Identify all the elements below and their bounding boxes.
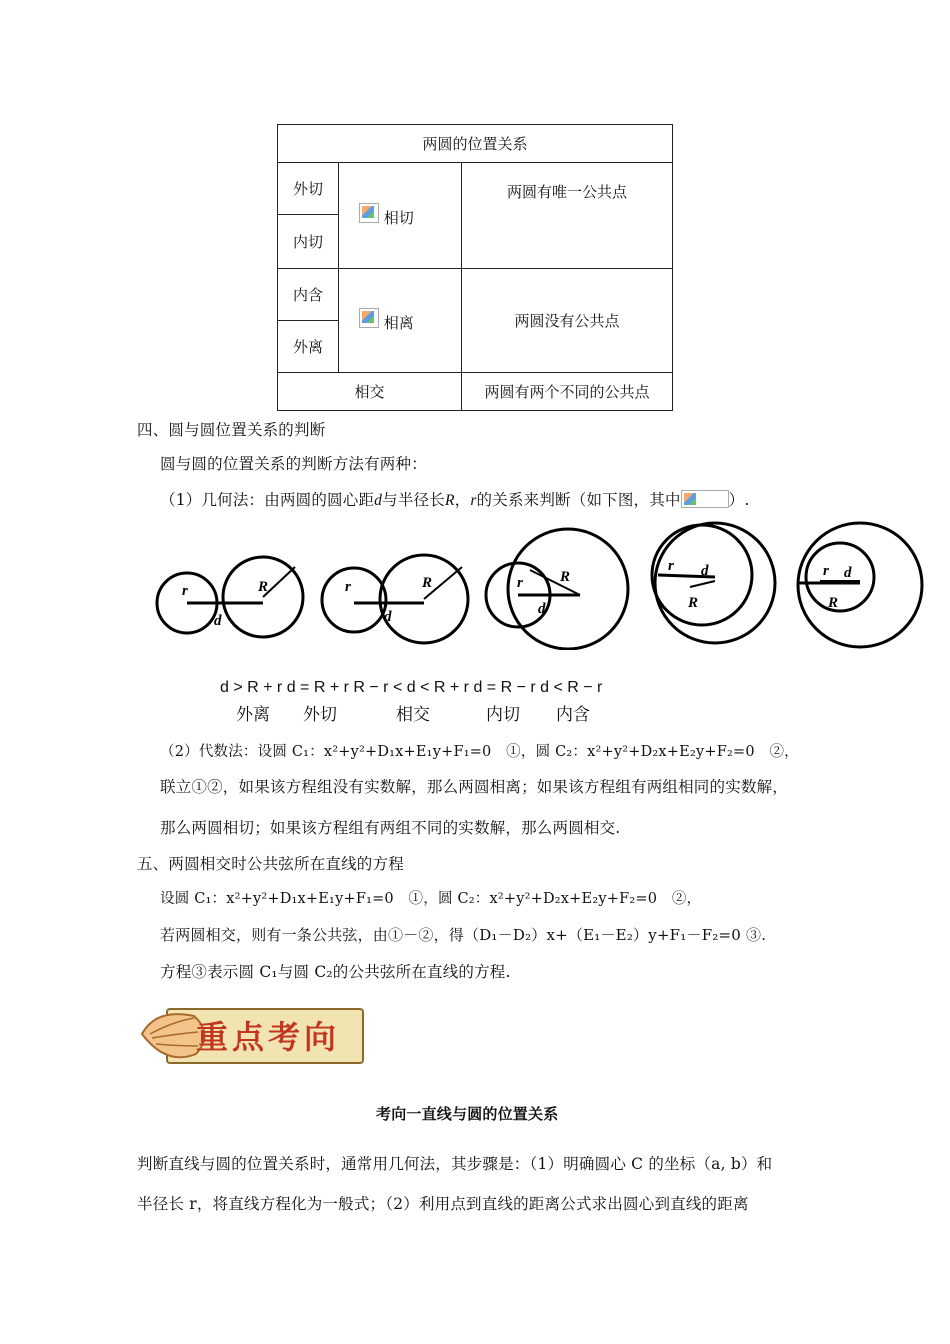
cell-external-tangent: 外切 [278,163,339,215]
label-R: R [688,595,699,611]
name-2: 相交 [396,705,430,725]
conditions-line: d > R + r d = R + r R − r < d < R + r d = R − r d < R − r [220,679,603,696]
name-4: 内含 [556,705,590,725]
label-d: d [538,601,546,617]
label-R: R [422,575,433,591]
method2-line3: 那么两圆相切；如果该方程组有两组不同的实数解，那么两圆相交. [160,819,621,837]
name-1: 外切 [303,705,337,725]
m1-d: d [374,492,383,509]
m1-r: r [470,492,477,509]
m1-b: 与半径长 [382,491,445,509]
cell-separate-desc: 两圆没有公共点 [462,269,673,373]
method2-line1: （2）代数法：设圆 C₁：x²+y²+D₁x+E₁y+F₁=0 ①，圆 C₂：x²+y²+D₂x+E₂y+F₂=0 ②， [160,744,799,760]
topic1-title: 考向一直线与圆的位置关系 [376,1105,559,1123]
relation-table [277,124,673,411]
label-r: r [668,558,674,574]
m1-e: 的关系来判断（如下图，其中 [476,491,681,509]
label-r: r [823,563,829,579]
section5-line2: 若两圆相交，则有一条公共弦，由①－②，得（D₁－D₂）x+（E₁－E₂）y+F₁－F₂=0 ③. [160,926,767,944]
section5-line1: 设圆 C₁：x²+y²+D₁x+E₁y+F₁=0 ①，圆 C₂：x²+y²+D₂x+E₂y+F₂=0 ②， [160,891,702,907]
broken-image-icon [359,308,379,328]
cell-tangent-desc: 两圆有唯一公共点 [462,163,673,269]
table-title: 两圆的位置关系 [278,125,673,163]
banner-text: 重点考向 [196,1018,341,1056]
m1-R: R [444,492,455,509]
cell-intersect-desc: 两圆有两个不同的公共点 [462,373,673,411]
label-R: R [828,595,839,611]
label-R: R [258,579,269,595]
m1-c: ， [454,491,471,509]
label-d: d [701,563,709,579]
name-0: 外离 [236,705,270,725]
label-r: r [517,575,523,591]
cell-tangent-label: 相切 [383,209,414,227]
broken-image-icon [359,203,379,223]
method1-line [160,488,749,510]
cell-external-separate: 外离 [278,321,339,373]
label-d: d [844,565,852,581]
section5-line3: 方程③表示圆 C₁与圆 C₂的公共弦所在直线的方程. [160,963,511,981]
cell-internal-tangent: 内切 [278,215,339,269]
name-3: 内切 [486,705,520,725]
m1-f: ）. [728,491,750,509]
topic1-line1: 判断直线与圆的位置关系时，通常用几何法，其步骤是：（1）明确圆心 C 的坐标（a, b）和 [137,1155,773,1173]
label-R: R [560,569,571,585]
topic1-line2: 半径长 r，将直线方程化为一般式；（2）利用点到直线的距离公式求出圆心到直线的距离 [137,1195,749,1213]
section4-intro: 圆与圆的位置关系的判断方法有两种： [160,455,427,473]
method2-line2: 联立①②，如果该方程组没有实数解，那么两圆相离；如果该方程组有两组相同的实数解， [160,778,789,796]
label-r: r [345,579,351,595]
cell-intersect: 相交 [278,373,462,411]
cell-separate-label: 相离 [383,314,414,332]
section4-heading: 四、圆与圆位置关系的判断 [137,421,326,439]
label-r: r [182,583,188,599]
m1-a: （1）几何法：由两圆的圆心距 [160,491,375,509]
key-points-banner [136,1000,362,1066]
circles-figure [150,515,930,650]
broken-image-icon [681,490,729,508]
cell-contained: 内含 [278,269,339,321]
cell-separate [339,269,462,373]
label-d: d [384,609,392,625]
section5-heading: 五、两圆相交时公共弦所在直线的方程 [137,855,404,873]
cell-tangent [339,163,462,269]
label-d: d [214,613,222,629]
